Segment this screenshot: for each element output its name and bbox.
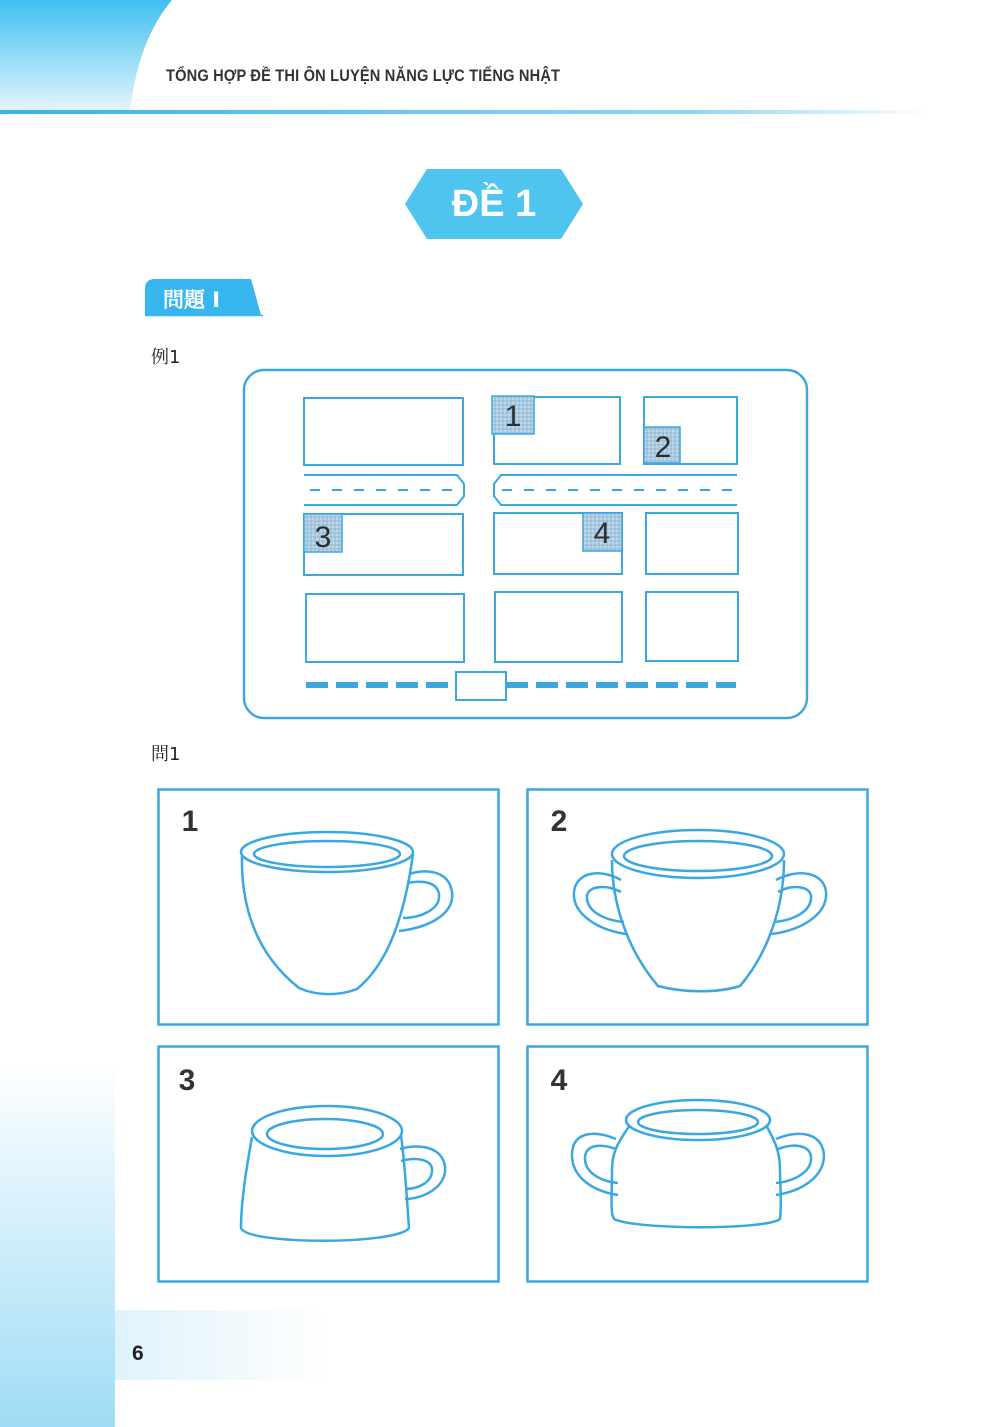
- svg-text:4: 4: [593, 517, 611, 550]
- exam-title: ĐỀ 1: [451, 182, 537, 225]
- building: [495, 592, 622, 662]
- page-number: 6: [132, 1342, 144, 1365]
- option-4-number: 4: [550, 1064, 568, 1097]
- option-3[interactable]: [157, 1045, 501, 1285]
- station: [456, 672, 506, 700]
- svg-text:2: 2: [654, 431, 672, 464]
- option-1[interactable]: [157, 788, 501, 1028]
- svg-text:3: 3: [314, 521, 332, 554]
- option-1-number: 1: [181, 805, 199, 838]
- problem-label-tab: [145, 279, 263, 317]
- question-label: 問1: [151, 744, 181, 765]
- svg-text:1: 1: [504, 400, 522, 433]
- building: [306, 594, 464, 662]
- building: [646, 513, 738, 574]
- option-2[interactable]: [526, 788, 870, 1028]
- option-4[interactable]: [526, 1045, 870, 1285]
- problem-label: 問題 I: [163, 288, 221, 312]
- teacup-tapered-one-handle-icon: [241, 832, 452, 994]
- mug-squat-one-handle-icon: [241, 1106, 445, 1241]
- pot-two-handles-icon: [572, 1100, 824, 1227]
- building: [304, 398, 463, 465]
- option-3-number: 3: [178, 1064, 196, 1097]
- example-label: 例1: [151, 347, 181, 368]
- cup-two-handles-icon: [574, 830, 826, 991]
- option-2-number: 2: [550, 805, 568, 838]
- header-decoration: [0, 0, 1000, 120]
- marker-4: [583, 513, 622, 551]
- example-map-figure: [240, 366, 812, 724]
- marker-1: [492, 396, 534, 434]
- exam-title-badge: [405, 169, 583, 239]
- building: [646, 592, 738, 661]
- marker-3: [304, 514, 342, 554]
- header-title: TỔNG HỢP ĐỀ THI ÔN LUYỆN NĂNG LỰC TIẾNG NHẬT: [166, 66, 561, 85]
- marker-2: [644, 427, 680, 464]
